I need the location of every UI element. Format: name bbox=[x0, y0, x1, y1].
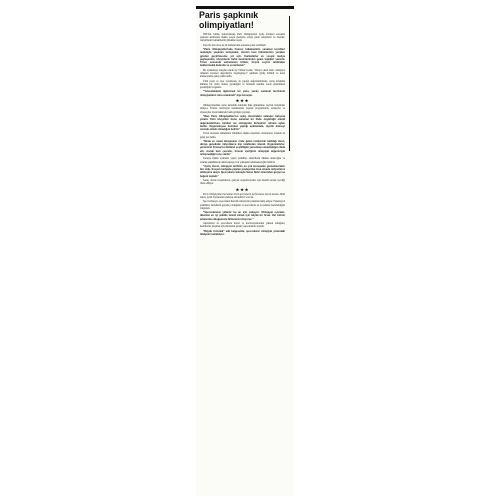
headline: Paris şapkınık olimpiyatları! bbox=[199, 10, 259, 30]
section-separator: ★★★ bbox=[235, 186, 250, 192]
article-paragraph: TRT'nin tvitine, sunucularının Paris Olimpiyatları açılış törenleri sırasında şapkasız kalmasına ilişkin sosyal medyada ortaya çıkan tartışmalar ve öneriler, izleyicilerin beklentilerini gündeme taşıdı. bbox=[200, 33, 285, 43]
article-paragraph: Paris Olimpiyatları'na katılan Türk sporcuların performansı merak konusu. Milli takım, farklı branşlarda madalya mücadelesi verecek. bbox=[200, 192, 285, 199]
article-paragraph: "Paris Olimpiyatları'nda Fransız hükümetinin sanatsal tercihleri nedeniyle yaşanan tartışmalar, törenin bazı bölümlerinin yeniden gözden geçirilmesine yol açtı. Karikatürler ve sosyal medya paylaşımları, izleyicilerin farklı kesimlerinden gelen tepkileri yansıttı. Tören sırasında sahnelenen bölüm, birçok seyirci tarafından beklenmedik bulundu ve yorumlandı." bbox=[200, 48, 285, 68]
article-paragraph: Sonuç olarak tartışmaların, gelecek organizasyonlar için önemli dersler içerdiği ifade ediliyor. bbox=[200, 178, 285, 186]
side-rule bbox=[289, 16, 290, 151]
article-body bbox=[200, 33, 285, 488]
article-paragraph: Tören sırasında sahnelenen bölümlere ilişkin eleştiriler, uluslararası basında da geniş yer buldu. bbox=[200, 132, 285, 139]
article-paragraph: "Büyük Yolculuk" adlı belgeselde, sporcuların olimpiyat yolundaki hikâyeleri anlatılıyor. bbox=[200, 229, 285, 236]
article-paragraph: "Moda ve sanat dünyasının önde gelen isimlerinin katıldığı tören, dünya genelinde milyonlarca kişi tarafından izlendi. Organizatörler, gösterinin Fransa'nın kültürel çeşitliliğini yansıtmayı amaçladığını ifade etti. Ancak bazı çevreler, törenin içeriğinin olimpiyat değerleriyle örtüşmediğini öne sürdü." bbox=[200, 140, 285, 156]
top-rule bbox=[196, 6, 294, 9]
article-paragraph: Olimpiyatlardaki açılış töreninin ardından ülke gündemine yayılan tartışmalar sürüyor. Fransız televizyon kanallarında yapılan programlarda, sanatçılar ve siyasetçiler tören hakkında farklı görüşler paylaştı. bbox=[200, 104, 285, 114]
article-paragraph: "Sporcularımız yıllardır bu an için çalışıyor. Olimpiyat oyunları, ülkemizi en iyi şekilde temsil etmek için büyük bir fırsat. Her birinin arkasında olduğumuzu bilmelerini istiyoruz." bbox=[200, 211, 285, 221]
article-paragraph: "Açılış töreni, olimpiyat tarihinin en çok konuşulan gösterilerinden biri oldu. Sosyal medyada yapılan paylaşımlar kısa sürede milyonlarca etkileşime ulaştı. Sporcuların tekneyle Seine Nehri üzerinden geçişi ise beğeni topladı." bbox=[200, 164, 285, 178]
article-paragraph: "Yolsuzluklarla ilgilenmek bir yana, yanlış sanatsal tercihlerle olimpiyatların ruhu zedelendi" diye konuştu. bbox=[200, 90, 285, 97]
article-paragraph: "Bazı Paris Olimpiyatları'nın açılış törenindeki sahneler tartışma yarattı. Kimi izleyiciler bunu sanatsal bir ifade özgürlüğü olarak değerlendirirken, kimileri ise olimpiyatın birleştirici ruhuna aykırı buldu. Organizasyon komitesi yaptığı açıklamada, niyetin kimseyi rencide etmek olmadığını belirtti." bbox=[200, 115, 285, 131]
article-paragraph: Spor kamuoyu, sporcuların hazırlık süreçlerini yakından takip ediyor. Federasyon yetkilileri, hedeflerin gerçekçi olduğunu ve sporcuların en iyi şekilde hazırlandığını vurguladı. bbox=[200, 200, 285, 210]
article-paragraph: Ünlü yazar ve spor yorumcusu da yaptığı değerlendirmede, açılış töreninin kültürel bir vitrin olması gerektiğini ve herkesin kendini orada görebilmesi gerektiğini vurguladı. bbox=[200, 79, 285, 90]
article-paragraph: Konuya ilişkin açıklama yapan yetkililer, eleştirilerin dikkate alınacağını ve sonraki etkinliklerde daha kapsayıcı bir yaklaşım benimseneceğini bildirdi. bbox=[200, 157, 285, 164]
article-column bbox=[196, 6, 294, 496]
article-paragraph: Kısa bir süre önce de bir kullanıcının sorusuna yanıt verilmişti: bbox=[203, 43, 266, 47]
article-paragraph: Antrenörler de sporcuların moral ve motivasyonlarının yüksek olduğunu, hedeflerine ulaşmak için ellerinden geleni yapacaklarını söyledi. bbox=[200, 222, 285, 229]
section-separator: ★★★ bbox=[235, 98, 250, 104]
article-paragraph: Bu açıklamaya karşılık olarak ise Yılmaz Gezik, "Ortaya çıkan tablo, olimpiyat ruhunun evrensel değerleriyle bağdaşmıyor" şeklinde görüş bildirdi ve konu kamuoyunda geniş yankı buldu. bbox=[200, 68, 285, 79]
